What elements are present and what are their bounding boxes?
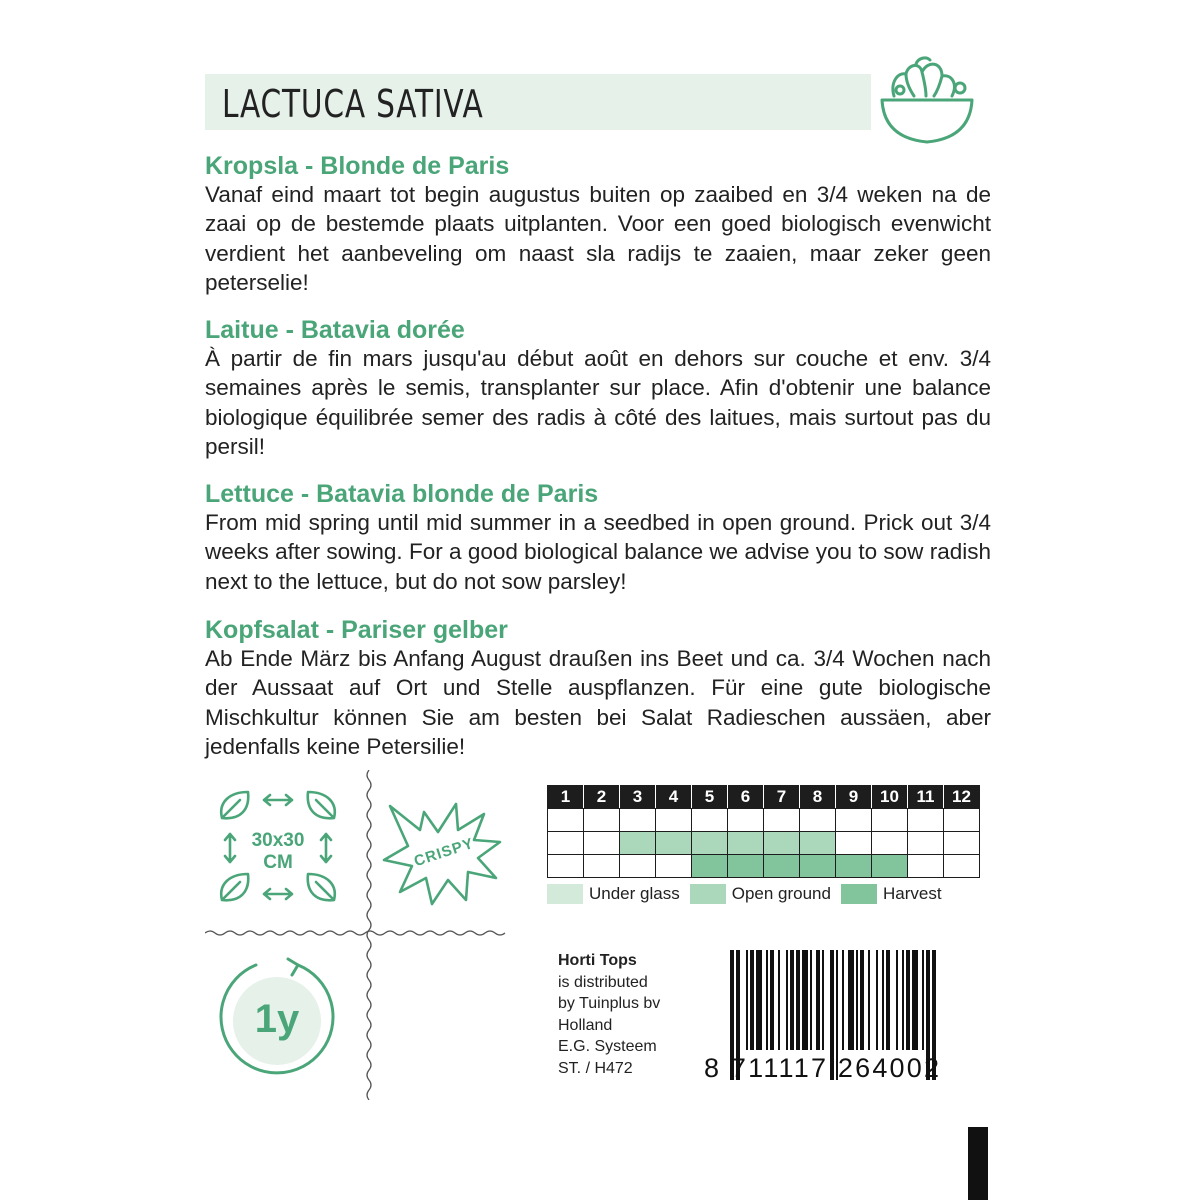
- calendar-cell: [908, 809, 944, 832]
- section-french: [205, 316, 991, 461]
- calendar-cell: [692, 832, 728, 855]
- calendar-cell: [584, 855, 620, 878]
- section-heading: Kropsla - Blonde de Paris: [205, 152, 510, 180]
- calendar-cell: [944, 855, 980, 878]
- calendar-cell: [656, 855, 692, 878]
- barcode-bar: [886, 950, 890, 1050]
- barcode-bar: [912, 950, 918, 1050]
- distributor-line: E.G. Systeem: [558, 1038, 657, 1055]
- calendar-cell: [764, 809, 800, 832]
- barcode-bar: [896, 950, 898, 1050]
- calendar-cell: [728, 855, 764, 878]
- barcode-bar: [802, 950, 808, 1050]
- month-cell: 8: [800, 786, 836, 809]
- distributor-line: Holland: [558, 1016, 613, 1034]
- distributor-name: Horti Tops: [558, 952, 637, 969]
- month-cell: 9: [836, 786, 872, 809]
- section-dutch: [205, 152, 991, 297]
- section-heading: Lettuce - Batavia blonde de Paris: [205, 480, 599, 508]
- legend-label: Harvest: [882, 884, 942, 903]
- barcode-bar: [848, 950, 854, 1050]
- section-heading: Laitue - Batavia dorée: [205, 316, 465, 344]
- barcode-bar: [922, 950, 924, 1050]
- barcode-bar: [906, 950, 910, 1050]
- calendar-cell: [548, 832, 584, 855]
- legend-label: Under glass: [589, 884, 680, 903]
- section-body: From mid spring until mid summer in a seedbed in open ground. Prick out 3/4 weeks after sowing. For a good biological balance we advise you to sow radish next to the lettuce, but do not sow parsley!: [205, 510, 991, 594]
- month-cell: 7: [764, 786, 800, 809]
- barcode-bar: [882, 950, 884, 1050]
- section-body: Ab Ende März bis Anfang August draußen ins Beet und ca. 3/4 Wochen nach der Aussaat auf Ort und Stelle auspflanzen. Für eine gute biologische Mischkultur können Sie am besten bei Salat Radieschen aussäen, aber jedenfalls keine Petersilie!: [205, 646, 991, 759]
- calendar-row-open-ground: [548, 832, 980, 855]
- distributor-line: by Tuinplus bv: [558, 995, 661, 1012]
- species-title: LACTUCA SATIVA: [222, 82, 484, 126]
- calendar-cell: [944, 809, 980, 832]
- barcode-bar: [750, 950, 754, 1050]
- leaf-icon: [308, 874, 335, 900]
- lifespan-value: 1y: [254, 997, 300, 1041]
- section-heading: Kopfsalat - Pariser gelber: [205, 616, 508, 644]
- barcode-bar: [790, 950, 794, 1050]
- calendar-month-row: [548, 786, 980, 809]
- legend-swatch: [690, 884, 726, 904]
- barcode-bar: [822, 950, 824, 1050]
- horizontal-arrow-icon: [264, 889, 292, 899]
- barcode-bar: [770, 950, 774, 1050]
- spacing-unit: CM: [263, 852, 293, 873]
- barcode-bar: [796, 950, 800, 1050]
- calendar-cell: [872, 809, 908, 832]
- month-cell: 2: [584, 786, 620, 809]
- sowing-calendar: [547, 785, 980, 904]
- edge-mark: [968, 1127, 988, 1200]
- calendar-cell: [836, 855, 872, 878]
- crispy-badge: [380, 800, 506, 908]
- calendar-cell: [944, 832, 980, 855]
- leaf-icon: [221, 874, 248, 900]
- calendar-cell: [692, 809, 728, 832]
- calendar-cell: [836, 832, 872, 855]
- month-cell: 5: [692, 786, 728, 809]
- barcode-bar: [756, 950, 762, 1050]
- calendar-cell: [656, 809, 692, 832]
- leaf-icon: [308, 792, 335, 818]
- barcode-bar: [868, 950, 870, 1050]
- salad-bowl-icon: [872, 52, 982, 148]
- calendar-cell: [872, 832, 908, 855]
- calendar-cell: [584, 809, 620, 832]
- calendar-cell: [692, 855, 728, 878]
- crispy-label: CRISPY: [411, 834, 477, 871]
- calendar-cell: [728, 832, 764, 855]
- calendar-cell: [656, 832, 692, 855]
- barcode-digits: 8 711117 264002: [704, 1053, 942, 1083]
- lifespan-icon: [214, 955, 340, 1081]
- month-cell: 6: [728, 786, 764, 809]
- barcode-bar: [816, 950, 820, 1050]
- section-body: Vanaf eind maart tot begin augustus buiten op zaaibed en 3/4 weken na de zaai op de bestemde plaats uitplanten. Voor een goed biologisch evenwicht verdient het aanbeveling om naast sla radijs te zaaien, maar zeker geen peterselie!: [205, 182, 991, 295]
- legend-item-harvest: [841, 884, 942, 904]
- barcode-bar: [766, 950, 768, 1050]
- calendar-table: [547, 785, 980, 878]
- barcode-bar: [746, 950, 748, 1050]
- barcode-bar: [810, 950, 812, 1050]
- leaf-icon: [221, 792, 248, 818]
- legend-label: Open ground: [731, 884, 831, 903]
- barcode-bar: [842, 950, 844, 1050]
- distributor-info: [558, 950, 660, 1079]
- calendar-cell: [548, 855, 584, 878]
- legend-item-open-ground: [690, 884, 831, 904]
- vertical-arrow-icon: [225, 834, 235, 862]
- calendar-row-harvest: [548, 855, 980, 878]
- spacing-dimension: 30x30: [251, 830, 305, 851]
- calendar-cell: [836, 809, 872, 832]
- barcode-bar: [778, 950, 780, 1050]
- calendar-cell: [620, 832, 656, 855]
- calendar-row-under-glass: [548, 809, 980, 832]
- month-cell: 3: [620, 786, 656, 809]
- month-cell: 10: [872, 786, 908, 809]
- calendar-cell: [548, 809, 584, 832]
- spacing-value: [242, 830, 314, 874]
- month-cell: 12: [944, 786, 980, 809]
- barcode-bar: [876, 950, 878, 1050]
- calendar-cell: [908, 832, 944, 855]
- calendar-cell: [800, 809, 836, 832]
- calendar-cell: [728, 809, 764, 832]
- distributor-line: is distributed: [558, 973, 648, 991]
- calendar-cell: [620, 809, 656, 832]
- calendar-cell: [872, 855, 908, 878]
- wavy-divider-horizontal: [205, 927, 510, 939]
- section-german: [205, 616, 991, 761]
- spacing-icon: [214, 788, 342, 908]
- calendar-cell: [620, 855, 656, 878]
- calendar-legend: [547, 884, 980, 904]
- calendar-cell: [908, 855, 944, 878]
- section-english: [205, 480, 991, 596]
- barcode-bar: [786, 950, 788, 1050]
- calendar-cell: [764, 832, 800, 855]
- barcode-bar: [856, 950, 858, 1050]
- legend-swatch: [547, 884, 583, 904]
- horizontal-arrow-icon: [264, 795, 292, 805]
- legend-swatch: [841, 884, 877, 904]
- barcode-bar: [860, 950, 864, 1050]
- distributor-line: ST. / H472: [558, 1059, 633, 1077]
- vertical-arrow-icon: [321, 834, 331, 862]
- month-cell: 4: [656, 786, 692, 809]
- month-cell: 11: [908, 786, 944, 809]
- barcode-bar: [902, 950, 904, 1050]
- section-body: À partir de fin mars jusqu'au début août en dehors sur couche et env. 3/4 semaines après le semis, transplanter sur place. Afin d'obtenir une balance biologique équilibrée semer des radis à côté des laitues, mais surtout pas du persil!: [205, 346, 991, 459]
- calendar-cell: [584, 832, 620, 855]
- calendar-cell: [800, 832, 836, 855]
- calendar-cell: [800, 855, 836, 878]
- month-cell: 1: [548, 786, 584, 809]
- calendar-cell: [764, 855, 800, 878]
- legend-item-under-glass: [547, 884, 680, 904]
